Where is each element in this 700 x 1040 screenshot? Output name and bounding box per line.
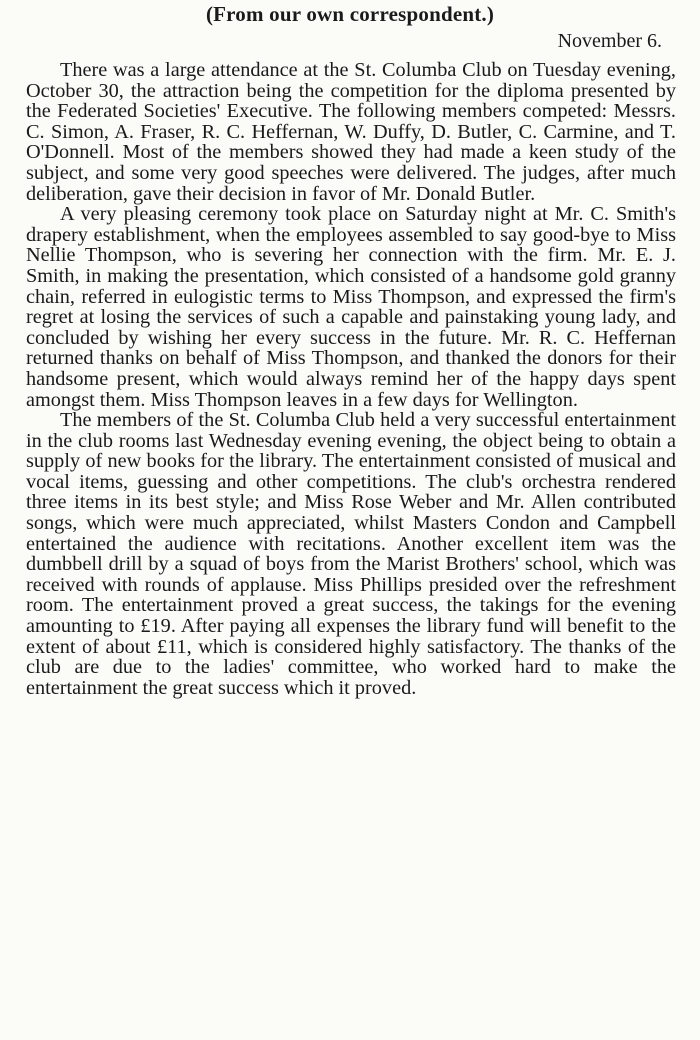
dateline: November 6. bbox=[557, 30, 662, 52]
article-body bbox=[26, 60, 676, 698]
correspondent-byline: (From our own correspondent.) bbox=[205, 2, 495, 26]
paragraph-club-entertainment: The members of the St. Columba Club held a very successful entertainment in the club rooms last Wednesday evening evening, the object being to obtain a supply of new books for the library. The entertainment consisted of musical and vocal items, guessing and other competitions. The club's orchestra rendered three items in its best style; and Miss Rose Weber and Mr. Allen contributed songs, which were much appreciated, whilst Masters Condon and Campbell entertained the audience with recitations. Another excellent item was the dumbbell drill by a squad of boys from the Marist Brothers' school, which was received with rounds of applause. Miss Phillips presided over the refreshment room. The entertainment proved a great success, the takings for the evening amounting to £19. After paying all expenses the library fund will benefit to the extent of about £11, which is considered highly satisfactory. The thanks of the club are due to the ladies' committee, who worked hard to make the entertainment the great success which it proved. bbox=[26, 409, 676, 699]
paragraph-debate-competition: There was a large attendance at the St. Columba Club on Tuesday evening, October 30, the attraction being the competition for the diploma presented by the Federated Societies' Executive. The following members competed: Messrs. C. Simon, A. Fraser, R. C. Heffernan, W. Duffy, D. Butler, C. Carmine, and T. O'Donnell. Most of the members showed they had made a keen study of the subject, and some very good speeches were delivered. The judges, after much deliberation, gave their decision in favor of Mr. Donald Butler. bbox=[26, 59, 676, 205]
paragraph-farewell-ceremony: A very pleasing ceremony took place on Saturday night at Mr. C. Smith's drapery establishment, when the employees assembled to say good-bye to Miss Nellie Thompson, who is severing her connection with the firm. Mr. E. J. Smith, in making the presentation, which consisted of a handsome gold granny chain, referred in eulogistic terms to Miss Thompson, and expressed the firm's regret at losing the services of such a capable and painstaking young lady, and concluded by wishing her every success in the future. Mr. R. C. Heffernan returned thanks on behalf of Miss Thompson, and thanked the donors for their handsome present, which would always remind her of the happy days spent amongst them. Miss Thompson leaves in a few days for Wellington. bbox=[26, 203, 676, 411]
